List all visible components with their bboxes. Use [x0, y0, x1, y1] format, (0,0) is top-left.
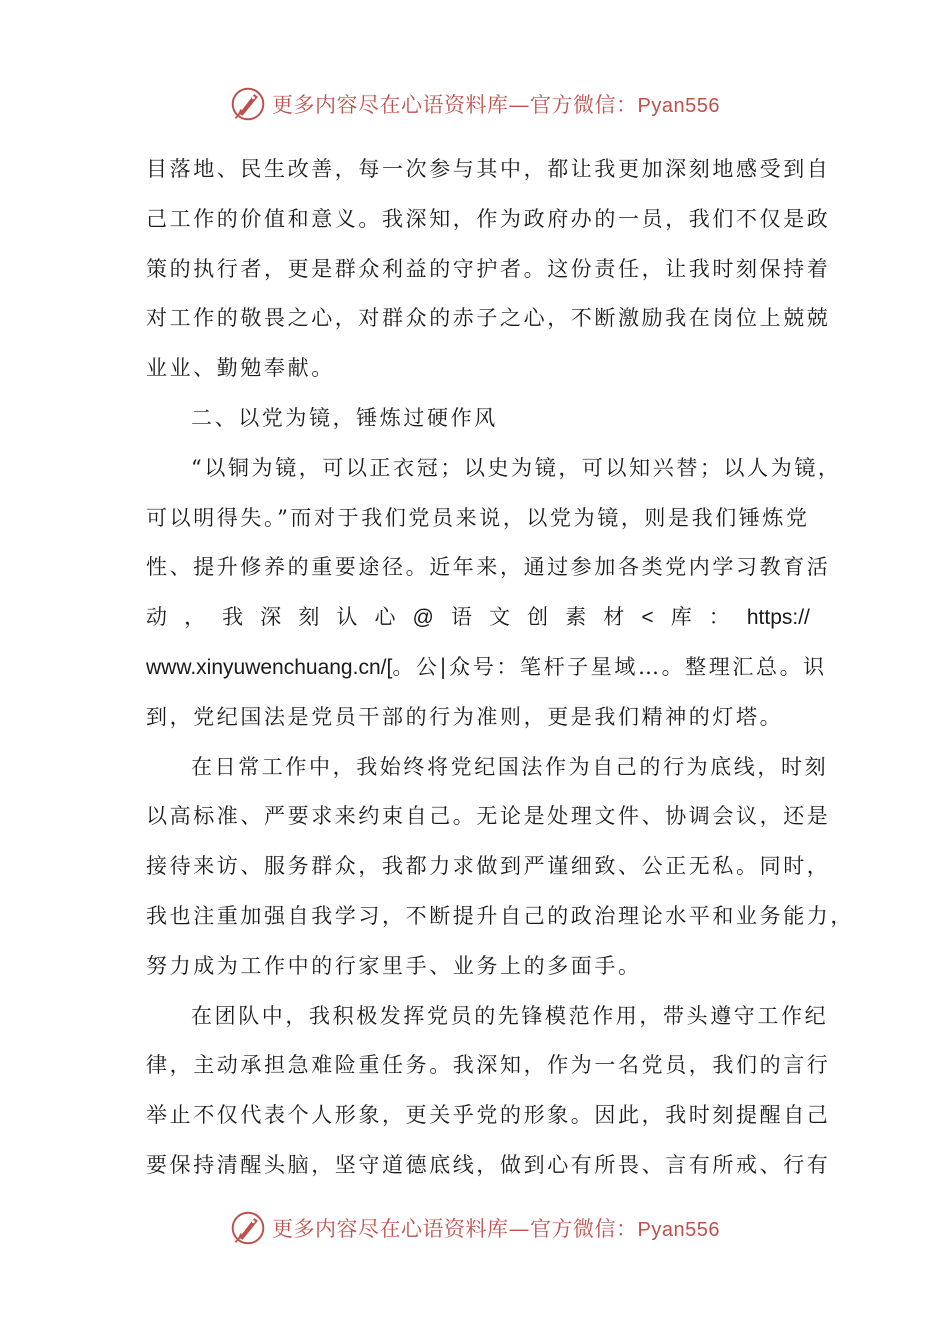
header-wechat-id: Pyan556 [637, 95, 720, 117]
pen-nib-logo-icon [230, 86, 266, 122]
char: ： [708, 605, 730, 630]
char: 素 [565, 605, 587, 630]
url-line-rest: 。公|众号：笔杆子星域…。整理汇总。识 [392, 654, 827, 679]
body-line: 我也注重加强自我学习，不断提升自己的政治理论水平和业务能力， [146, 903, 854, 928]
header-banner [0, 84, 950, 124]
char: 动 [146, 605, 167, 630]
char: ， [184, 605, 206, 630]
footer-banner [0, 1208, 950, 1248]
url-fragment: https:// [746, 606, 810, 630]
url-text: www.xinyuwenchuang.cn/[ [146, 655, 393, 679]
body-line: 策的执行者，更是群众利益的守护者。这份责任，让我时刻保持着 [146, 256, 831, 281]
body-line: 以高标准、严要求来约束自己。无论是处理文件、协调会议，还是 [146, 804, 831, 829]
char: 材 [603, 605, 625, 630]
char: 心 [374, 605, 396, 630]
pen-nib-logo-icon [230, 1210, 266, 1246]
body-line: 性、提升修养的重要途径。近年来，通过参加各类党内学习教育活 [146, 555, 831, 580]
char: 深 [260, 605, 282, 630]
body-line-justified [146, 593, 810, 643]
footer-wechat-id: Pyan556 [637, 1219, 720, 1241]
body-line: 举止不仅代表个人形象，更关乎党的形象。因此，我时刻提醒自己 [146, 1103, 831, 1128]
body-line: 要保持清醒头脑，坚守道德底线，做到心有所畏、言有所戒、行有 [146, 1152, 831, 1177]
char: 语 [450, 605, 472, 630]
body-line: 己工作的价值和意义。我深知，作为政府办的一员，我们不仅是政 [146, 206, 831, 231]
header-brand-text: 更多内容尽在心语资料库—官方微信：Pyan556 [272, 93, 720, 117]
document-body [146, 145, 854, 1191]
body-line: “以铜为镜，可以正衣冠；以史为镜，可以知兴替；以人为镜， [191, 455, 842, 480]
body-line: 对工作的敬畏之心，对群众的赤子之心，不断激励我在岗位上兢兢 [146, 306, 831, 331]
section-heading: 二、以党为镜，锤炼过硬作风 [191, 405, 498, 430]
body-line: 接待来访、服务群众，我都力求做到严谨细致、公正无私。同时， [146, 854, 831, 879]
body-line: 到，党纪国法是党员干部的行为准则，更是我们精神的灯塔。 [146, 704, 784, 729]
body-line: 业业、勤勉奉献。 [146, 356, 335, 381]
body-line: 可以明得失。”而对于我们党员来说，以党为镜，则是我们锤炼党 [146, 505, 810, 530]
body-line: 目落地、民生改善，每一次参与其中，都让我更加深刻地感受到自 [146, 157, 831, 181]
body-line: 在日常工作中，我始终将党纪国法作为自己的行为底线，时刻 [191, 754, 829, 779]
footer-brand-text: 更多内容尽在心语资料库—官方微信：Pyan556 [272, 1217, 720, 1241]
char: 我 [222, 605, 244, 630]
char: 库 [670, 605, 692, 630]
body-line: 律，主动承担急难险重任务。我深知，作为一名党员，我们的言行 [146, 1053, 831, 1078]
char: 刻 [298, 605, 320, 630]
body-line-url [146, 643, 827, 693]
char: < [641, 606, 654, 630]
char: 文 [489, 605, 511, 630]
char: @ [412, 606, 434, 630]
body-line: 努力成为工作中的行家里手、业务上的多面手。 [146, 953, 642, 978]
body-line: 在团队中，我积极发挥党员的先锋模范作用，带头遵守工作纪 [191, 1003, 829, 1028]
char: 认 [336, 605, 358, 630]
char: 创 [527, 605, 549, 630]
